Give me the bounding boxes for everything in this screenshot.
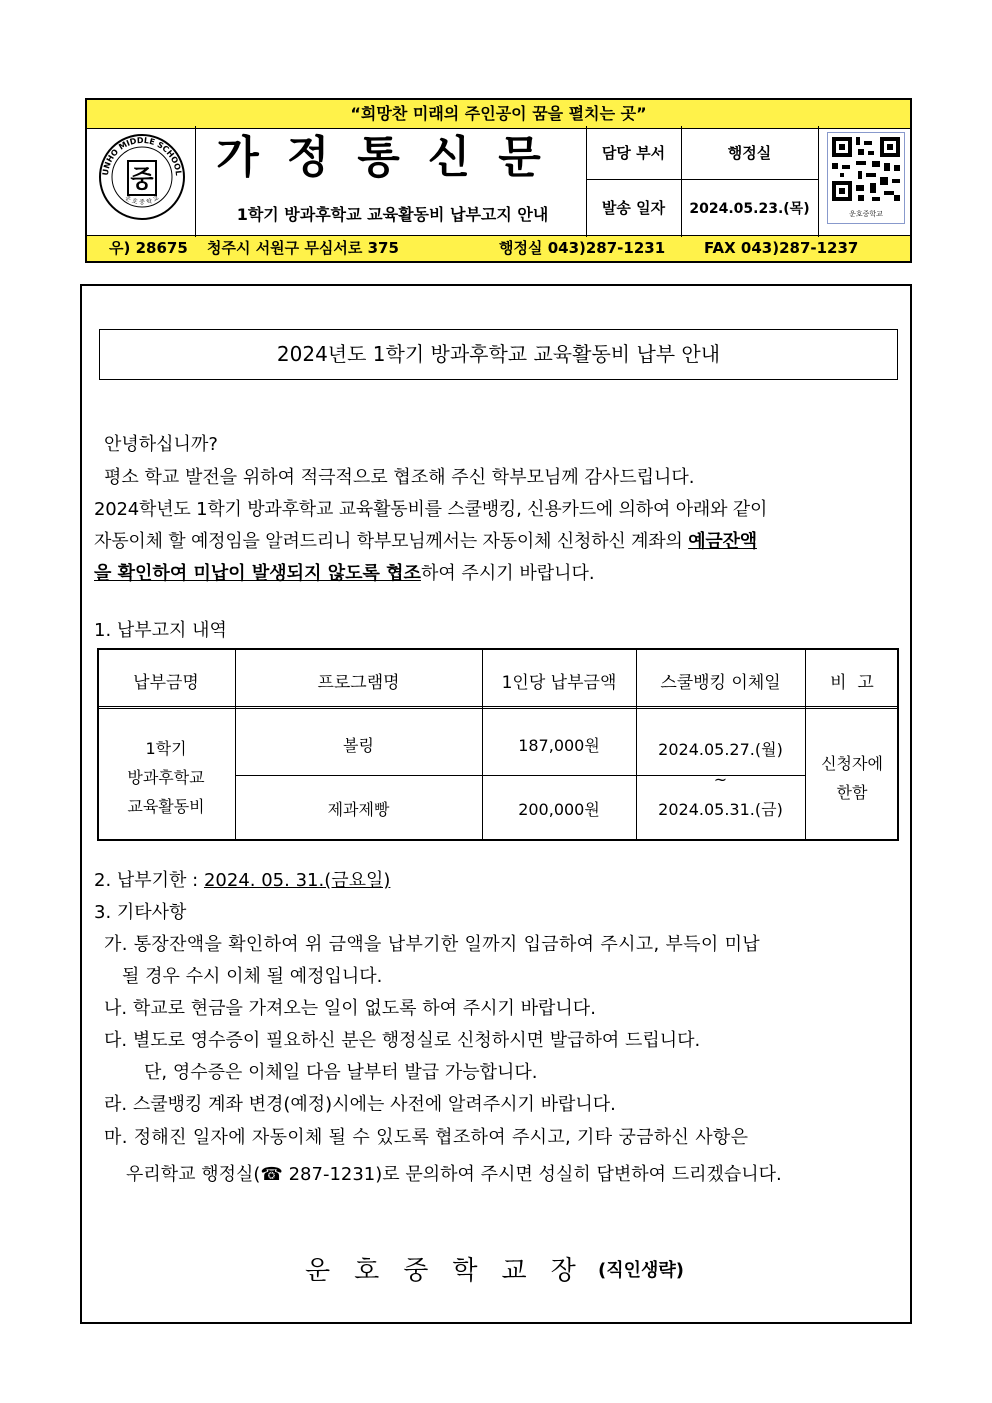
table-header: 프로그램명	[317, 673, 400, 693]
table-header: 납부금명	[133, 673, 199, 693]
list-item: 다. 별도로 영수증이 필요하신 분은 행정실로 신청하시면 발급하여 드립니다.	[104, 1030, 701, 1051]
logo-bottom-text: 운 호 중 학 교	[123, 194, 161, 207]
greeting: 안녕하십니까?	[104, 434, 218, 455]
table-cell-amount: 200,000원	[518, 800, 600, 819]
street-address: 청주시 서원구 무심서로 375	[207, 239, 399, 257]
table-cell-note: 신청자에 한함	[821, 754, 883, 802]
document-title: 2024년도 1학기 방과후학교 교육활동비 납부 안내	[99, 329, 898, 380]
page-subtitle: 1학기 방과후학교 교육활동비 납부고지 안내	[236, 205, 549, 224]
emphasis-text: 예금잔액	[688, 531, 757, 552]
list-item: 우리학교 행정실(☎ 287-1231)로 문의하여 주시면 성실히 답변하여 드리겠습니다.	[126, 1164, 782, 1185]
header-divider	[818, 126, 819, 237]
emphasis-text: 을 확인하여 미납이 발생되지 않도록 협조	[94, 563, 421, 584]
paragraph: 을 확인하여 미납이 발생되지 않도록 협조하여 주시기 바랍니다.	[94, 563, 595, 584]
table-cell-transfer-date: 2024.05.27.(월) ~ 2024.05.31.(금)	[658, 740, 783, 819]
list-item: 나. 학교로 현금을 가져오는 일이 없도록 하여 주시기 바랍니다.	[104, 998, 596, 1019]
table-header-rule	[97, 706, 899, 709]
section-heading: 3. 기타사항	[94, 902, 187, 923]
fax-number: FAX 043)287-1237	[704, 239, 859, 257]
table-cell-amount: 187,000원	[518, 736, 600, 755]
list-item: 가. 통장잔액을 확인하여 위 금액을 납부기한 일까지 입금하여 주시고, 부득이 미납	[104, 934, 760, 955]
list-item: 라. 스쿨뱅킹 계좌 변경(예정)시에는 사전에 알려주시기 바랍니다.	[104, 1094, 616, 1115]
dept-label: 담당 부서	[601, 144, 666, 162]
list-item: 될 경우 수시 이체 될 예정입니다.	[122, 966, 383, 987]
header-divider	[195, 126, 196, 237]
table-cell-program: 제과제빵	[327, 800, 390, 819]
principal-signature: 운호중학교장	[305, 1256, 600, 1286]
logo-glyph: 중	[130, 165, 154, 193]
table-cell-program: 볼링	[343, 736, 374, 755]
qr-code-icon	[828, 133, 904, 205]
table-header: 비 고	[830, 673, 874, 693]
list-item: 단, 영수증은 이체일 다음 날부터 발급 가능합니다.	[144, 1062, 538, 1083]
paragraph: 2024학년도 1학기 방과후학교 교육활동비를 스쿨뱅킹, 신용카드에 의하여 아래와 같이	[94, 499, 768, 520]
paragraph: 자동이체 할 예정임을 알려드리니 학부모님께서는 자동이체 신청하신 계좌의 예금잔액	[94, 531, 757, 552]
paragraph: 평소 학교 발전을 위하여 적극적으로 협조해 주신 학부모님께 감사드립니다.	[104, 467, 695, 488]
address-bar	[87, 235, 910, 261]
section-heading: 2. 납부기한 : 2024. 05. 31.(금요일)	[94, 870, 391, 891]
school-logo-icon	[98, 131, 186, 227]
postal-code: 우) 28675	[109, 239, 188, 257]
header-divider	[586, 179, 818, 180]
office-phone: 행정실 043)287-1231	[499, 239, 666, 257]
list-item: 마. 정해진 일자에 자동이체 될 수 있도록 협조하여 주시고, 기타 궁금하신 사항은	[104, 1127, 749, 1148]
date-label: 발송 일자	[601, 199, 666, 217]
qr-code[interactable]	[827, 132, 905, 224]
seal-note: (직인생략)	[598, 1260, 685, 1281]
table-header: 스쿨뱅킹 이체일	[660, 673, 781, 693]
table-header: 1인당 납부금액	[501, 673, 617, 693]
table-cell-fee-name: 1학기 방과후학교 교육활동비	[127, 739, 205, 816]
page-title: 가정통신문	[216, 132, 569, 183]
school-slogan: “희망찬 미래의 주인공이 꿈을 펼치는 곳”	[87, 100, 910, 129]
date-value: 2024.05.23.(목)	[689, 201, 810, 217]
due-date: 2024. 05. 31.(금요일)	[203, 870, 391, 891]
logo-ring-text: UNHO MIDDLE SCHOOL	[100, 135, 184, 177]
dept-value: 행정실	[727, 144, 772, 162]
qr-caption: 운호중학교	[849, 210, 883, 218]
section-heading: 1. 납부고지 내역	[94, 620, 227, 641]
